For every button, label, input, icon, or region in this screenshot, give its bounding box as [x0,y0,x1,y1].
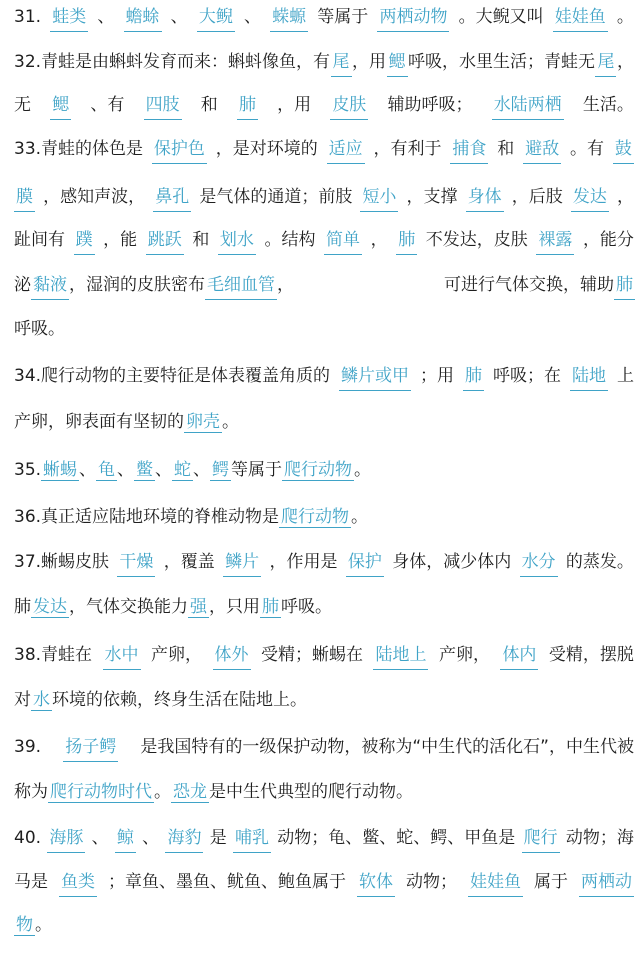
blank-space [294,270,444,300]
text-segment: 称为 [14,782,48,802]
text-segment: 产卵， [438,645,490,665]
text-segment: ，用 [277,95,312,115]
text-segment: ， [370,230,388,250]
text-segment: ， [277,275,294,295]
text-line [14,270,634,300]
answer-blank: 避敌 [523,134,561,164]
answer-blank: 四肢 [144,90,182,120]
answer-blank: 体内 [500,640,538,670]
text-segment: 和 [192,230,210,250]
text-segment: 可进行气体交换，辅助 [444,275,614,295]
text-line [14,361,634,391]
text-line [14,910,634,940]
text-segment: 。 [354,460,372,480]
text-line [14,777,634,807]
answer-blank: 水中 [103,640,141,670]
text-segment: 呼吸，水里生活；青蛙无 [407,52,595,72]
text-segment: ，只用 [209,597,260,617]
answer-blank: 鳖 [136,460,154,480]
answer-blank: 娃娃鱼 [553,2,608,32]
text-segment: ，覆盖 [163,552,215,572]
text-segment: 动物； [406,872,457,892]
text-segment: ， [616,52,634,72]
answer-blank: 蟾蜍 [124,2,162,32]
text-segment: 呼吸。 [281,597,332,617]
answer-blank: 爬行动物 [284,460,353,480]
text-line [14,134,634,164]
text-segment: 辅助呼吸； [387,95,473,115]
text-segment: 动物；海 [565,828,634,848]
text-segment: 。 [616,7,634,27]
text-segment: 不发达，皮肤 [425,230,528,250]
text-segment: 、 [142,828,160,848]
text-segment: 。 [35,915,52,935]
text-segment: 。有 [570,139,605,159]
answer-blank: 两栖动 [579,867,634,897]
text-line [14,225,634,255]
answer-blank: 跳跃 [146,225,184,255]
answer-blank: 尾 [595,47,616,77]
text-segment: ，气体交换能力 [69,597,188,617]
answer-blank: 水陆两栖 [492,90,564,120]
text-segment: 受精；蜥蜴在 [260,645,363,665]
answer-blank: 陆地 [570,361,608,391]
answer-blank: 蛇 [174,460,192,480]
text-segment: 产卵，卵表面有坚韧的 [14,412,184,432]
text-segment: ，是对环境的 [215,139,318,159]
answer-blank: 尾 [331,47,352,77]
answer-blank: 膜 [14,182,35,212]
answer-blank: 裸露 [536,225,574,255]
text-segment: 36.真正适应陆地环境的脊椎动物是 [14,507,280,527]
text-segment: 、 [97,7,115,27]
text-segment: 是气体的通道；前肢 [199,187,353,207]
answer-blank: 保护色 [152,134,207,164]
text-segment: 32.青蛙是由蝌蚪发育而来：蝌蚪像鱼，有 [14,52,331,72]
text-segment: 对 [14,690,31,710]
answer-blank: 黏液 [31,270,69,300]
answer-blank: 鳄 [212,460,230,480]
text-segment: 。 [351,507,369,527]
text-segment: ，能分 [582,230,634,250]
text-segment: 呼吸；在 [492,366,561,386]
text-line [14,592,634,622]
text-segment: 33.青蛙的体色是 [14,139,144,159]
answer-blank: 蝾螈 [270,2,308,32]
answer-blank: 肺 [237,90,258,120]
text-segment: ，有利于 [373,139,442,159]
text-segment: 、 [117,460,135,480]
text-segment: ，支撑 [406,187,458,207]
answer-blank: 蜥蜴 [43,460,78,480]
answer-blank: 爬行 [522,823,560,853]
answer-blank: 身体 [466,182,504,212]
text-segment: 等属于 [231,460,283,480]
answer-blank: 物 [16,915,33,935]
text-segment: 是中生代典型的爬行动物。 [209,782,413,802]
answer-blank: 发达 [571,182,609,212]
text-segment: 、 [170,7,188,27]
text-segment: ；章鱼、墨鱼、鱿鱼、鲍鱼属于 [108,872,346,892]
answer-blank: 简单 [324,225,362,255]
answer-blank: 捕食 [450,134,488,164]
text-line [14,732,634,762]
answer-blank: 肺 [614,270,635,300]
text-segment: 趾间有 [14,230,65,250]
answer-blank: 鱼类 [59,867,97,897]
answer-blank: 大鲵 [197,2,235,32]
text-line [14,2,634,32]
text-line [14,314,634,344]
answer-blank: 干燥 [117,547,155,577]
text-segment: 40. [14,828,42,848]
answer-blank: 皮肤 [330,90,368,120]
answer-blank: 蹼 [74,225,95,255]
text-line [14,685,634,715]
text-segment: 属于 [534,872,568,892]
text-segment: 39. [14,737,42,757]
text-segment: 31. [14,7,42,27]
text-segment: 38.青蛙在 [14,645,93,665]
answer-blank: 爬行动物 [281,507,350,527]
text-segment: 。 [222,412,239,432]
answer-blank: 划水 [218,225,256,255]
text-segment: 、 [79,460,97,480]
answer-blank: 鳃 [387,47,408,77]
text-segment: 产卵， [151,645,203,665]
text-segment: 身体，减少体内 [392,552,512,572]
text-line [14,407,634,437]
text-segment: ，作用是 [269,552,338,572]
answer-blank: 鳃 [50,90,71,120]
answer-blank: 发达 [33,597,67,617]
text-segment: ，湿润的皮肤密布 [69,275,205,295]
text-segment: 是我国特有的一级保护动物，被称为“中生代的活化石”，中生代被 [140,737,634,757]
text-segment: 受精，摆脱 [548,645,634,665]
text-line [14,455,634,485]
answer-blank: 鳞片 [223,547,261,577]
text-segment: ，后肢 [511,187,563,207]
answer-blank: 适应 [327,134,365,164]
answer-blank: 娃娃鱼 [468,867,523,897]
answer-blank: 体外 [213,640,251,670]
answer-blank: 海豹 [165,823,203,853]
answer-blank: 鳞片或甲 [339,361,411,391]
answer-blank: 卵壳 [186,412,220,432]
text-segment: 呼吸。 [14,319,65,339]
text-segment: ， [616,187,634,207]
text-segment: 、有 [90,95,125,115]
answer-blank: 短小 [360,182,398,212]
text-segment: 、 [243,7,261,27]
text-segment: 动物；龟、鳖、蛇、鳄、甲鱼是 [277,828,516,848]
text-segment: 。 [154,782,171,802]
text-segment: 34.爬行动物的主要特征是体表覆盖角质的 [14,366,331,386]
answer-blank: 鼻孔 [153,182,191,212]
text-segment: ，感知声波， [43,187,146,207]
text-segment: 、 [155,460,173,480]
answer-blank: 扬子鳄 [63,732,118,762]
text-segment: ；用 [420,366,455,386]
text-segment: 。大鲵又叫 [458,7,544,27]
answer-blank: 软体 [357,867,395,897]
text-segment: 35. [14,460,42,480]
text-line [14,867,634,897]
answer-blank: 蛙类 [50,2,88,32]
answer-blank: 爬行动物时代 [50,782,152,802]
text-line [14,182,634,212]
answer-blank: 水 [33,690,50,710]
text-line [14,640,634,670]
text-segment: 、 [91,828,109,848]
text-segment: 和 [497,139,515,159]
text-line [14,823,634,853]
text-segment: 上 [616,366,634,386]
text-line [14,502,634,532]
text-segment: 和 [200,95,218,115]
answer-blank: 毛细血管 [205,270,277,300]
text-segment: 环境的依赖，终身生活在陆地上。 [52,690,307,710]
text-segment: ，用 [352,52,387,72]
text-segment: 无 [14,95,31,115]
text-segment: 等属于 [317,7,369,27]
answer-blank: 强 [190,597,207,617]
answer-blank: 恐龙 [173,782,207,802]
answer-blank: 海豚 [47,823,85,853]
text-line [14,47,634,77]
text-segment: 马是 [14,872,48,892]
text-segment: 。结构 [264,230,316,250]
text-segment: 是 [209,828,227,848]
answer-blank: 鼓 [613,134,634,164]
answer-blank: 保护 [346,547,384,577]
answer-blank: 鲸 [115,823,136,853]
answer-blank: 肺 [463,361,484,391]
text-segment: 的蒸发。 [565,552,634,572]
text-line [14,547,634,577]
answer-blank: 肺 [396,225,417,255]
text-segment: 泌 [14,275,31,295]
text-segment: 肺 [14,597,31,617]
answer-blank: 陆地上 [373,640,428,670]
answer-blank: 水分 [520,547,558,577]
answer-blank: 两栖动物 [377,2,449,32]
answer-blank: 肺 [262,597,279,617]
text-segment: 37.蜥蜴皮肤 [14,552,110,572]
text-line [14,90,634,120]
text-segment: 生活。 [582,95,634,115]
text-segment: ，能 [103,230,138,250]
text-segment: 、 [193,460,211,480]
answer-blank: 龟 [98,460,116,480]
answer-blank: 哺乳 [233,823,271,853]
